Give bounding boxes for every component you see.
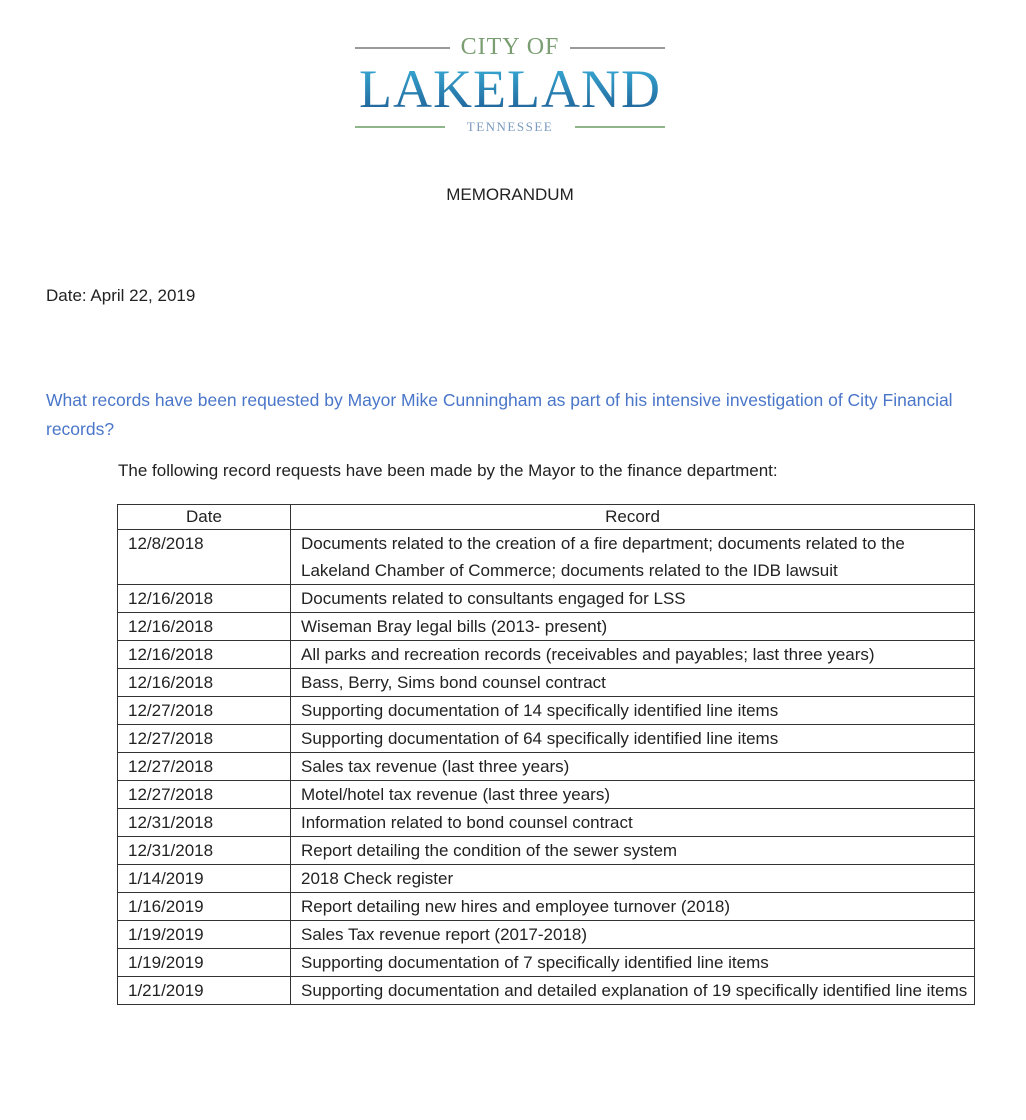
table-row xyxy=(118,530,975,585)
table-row xyxy=(118,809,975,837)
table-row xyxy=(118,949,975,977)
header-record: Record xyxy=(291,505,975,530)
table-row xyxy=(118,893,975,921)
cell-record: Supporting documentation of 7 specifically identified line items xyxy=(291,949,975,977)
cell-record: 2018 Check register xyxy=(291,865,975,893)
cell-date: 1/14/2019 xyxy=(118,865,291,893)
cell-date: 12/16/2018 xyxy=(118,669,291,697)
cell-date: 12/16/2018 xyxy=(118,613,291,641)
cell-record: Documents related to the creation of a fire department; documents related to the Lakeland Chamber of Commerce; documents related to the IDB lawsuit xyxy=(291,530,975,585)
table-row xyxy=(118,697,975,725)
cell-record: Supporting documentation of 14 specifically identified line items xyxy=(291,697,975,725)
cell-record: Bass, Berry, Sims bond counsel contract xyxy=(291,669,975,697)
table-row xyxy=(118,837,975,865)
cell-date: 12/31/2018 xyxy=(118,837,291,865)
cell-record: All parks and recreation records (receivables and payables; last three years) xyxy=(291,641,975,669)
logo-state: TENNESSEE xyxy=(466,119,554,134)
table-row xyxy=(118,977,975,1005)
cell-date: 1/21/2019 xyxy=(118,977,291,1005)
memo-title: MEMORANDUM xyxy=(446,185,574,204)
city-logo xyxy=(355,34,665,136)
cell-date: 12/16/2018 xyxy=(118,641,291,669)
table-row xyxy=(118,613,975,641)
cell-date: 1/19/2019 xyxy=(118,949,291,977)
cell-record: Sales Tax revenue report (2017-2018) xyxy=(291,921,975,949)
table-row xyxy=(118,781,975,809)
logo-city-of: CITY OF xyxy=(460,34,560,60)
question-heading: What records have been requested by Mayor Mike Cunningham as part of his intensive investigation of City Financial records? xyxy=(46,390,953,439)
cell-date: 12/27/2018 xyxy=(118,781,291,809)
cell-record: Information related to bond counsel contract xyxy=(291,809,975,837)
cell-date: 1/16/2019 xyxy=(118,893,291,921)
logo-name: LAKELAND xyxy=(355,62,665,116)
table-row xyxy=(118,921,975,949)
records-table xyxy=(117,504,975,1005)
table-row xyxy=(118,585,975,613)
cell-record: Documents related to consultants engaged for LSS xyxy=(291,585,975,613)
cell-date: 1/19/2019 xyxy=(118,921,291,949)
table-row xyxy=(118,641,975,669)
table-row xyxy=(118,753,975,781)
table-row xyxy=(118,725,975,753)
table-row xyxy=(118,669,975,697)
cell-date: 12/8/2018 xyxy=(118,530,291,585)
cell-date: 12/27/2018 xyxy=(118,753,291,781)
cell-record: Sales tax revenue (last three years) xyxy=(291,753,975,781)
cell-record: Wiseman Bray legal bills (2013- present) xyxy=(291,613,975,641)
table-row xyxy=(118,865,975,893)
cell-date: 12/27/2018 xyxy=(118,725,291,753)
cell-record: Supporting documentation of 64 specifically identified line items xyxy=(291,725,975,753)
cell-record: Report detailing the condition of the sewer system xyxy=(291,837,975,865)
table-header-row xyxy=(118,505,975,530)
cell-date: 12/27/2018 xyxy=(118,697,291,725)
memo-date: Date: April 22, 2019 xyxy=(46,286,196,305)
header-date: Date xyxy=(118,505,291,530)
cell-date: 12/16/2018 xyxy=(118,585,291,613)
intro-text: The following record requests have been made by the Mayor to the finance department: xyxy=(118,461,778,480)
table-body xyxy=(118,530,975,1005)
cell-record: Report detailing new hires and employee turnover (2018) xyxy=(291,893,975,921)
cell-record: Motel/hotel tax revenue (last three years) xyxy=(291,781,975,809)
cell-date: 12/31/2018 xyxy=(118,809,291,837)
cell-record: Supporting documentation and detailed explanation of 19 specifically identified line items xyxy=(291,977,975,1005)
